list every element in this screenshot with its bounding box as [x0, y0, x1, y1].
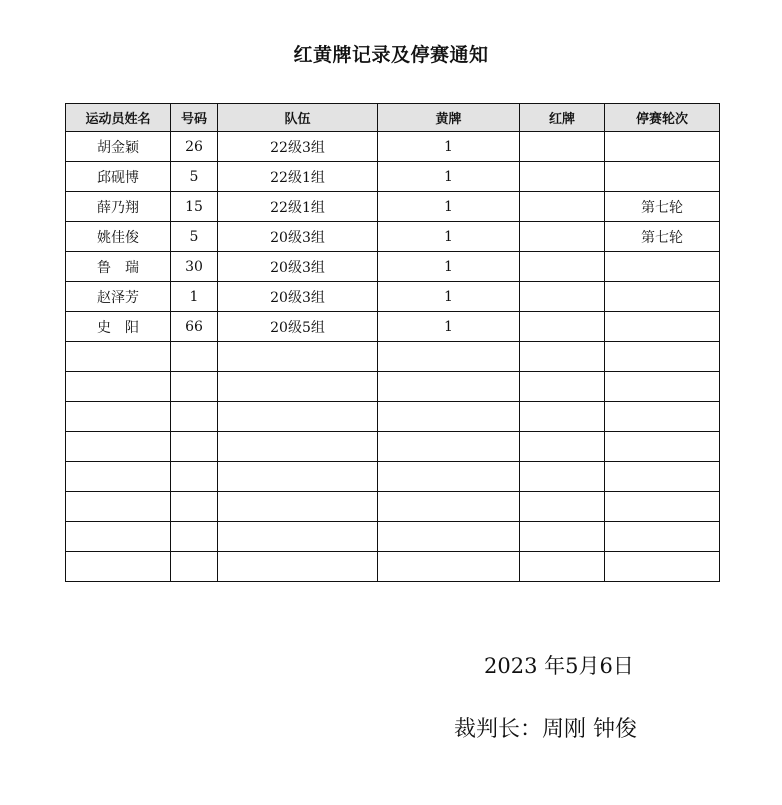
table-row	[66, 282, 720, 312]
cell-team	[218, 432, 378, 462]
referee-signature: 裁判长：周刚 钟俊	[454, 717, 637, 742]
cell-yellow-card: 1	[378, 222, 520, 252]
table-row	[66, 252, 720, 282]
cell-suspension-round	[605, 132, 720, 162]
cell-red-card	[520, 432, 605, 462]
table-row	[66, 342, 720, 372]
cell-number	[171, 432, 218, 462]
footer-date: 2023 年5月6日	[484, 654, 634, 678]
table-row	[66, 312, 720, 342]
cell-athlete-name: 鲁 瑞	[66, 252, 171, 282]
cell-athlete-name: 胡金颖	[66, 132, 171, 162]
cell-red-card	[520, 462, 605, 492]
header-yellow-card: 黄牌	[378, 104, 520, 132]
cell-red-card	[520, 522, 605, 552]
cell-yellow-card: 1	[378, 132, 520, 162]
header-red-card: 红牌	[520, 104, 605, 132]
cell-suspension-round: 第七轮	[605, 192, 720, 222]
cell-number	[171, 522, 218, 552]
cell-red-card	[520, 312, 605, 342]
cell-suspension-round	[605, 432, 720, 462]
cell-number: 26	[171, 132, 218, 162]
cell-suspension-round	[605, 342, 720, 372]
cell-yellow-card	[378, 402, 520, 432]
cell-number: 15	[171, 192, 218, 222]
table-row	[66, 492, 720, 522]
cell-team: 22级1组	[218, 162, 378, 192]
cell-red-card	[520, 222, 605, 252]
cell-number: 5	[171, 162, 218, 192]
cell-number: 66	[171, 312, 218, 342]
table-row	[66, 402, 720, 432]
table-row	[66, 222, 720, 252]
table-header-row	[66, 104, 720, 132]
cell-suspension-round	[605, 462, 720, 492]
cell-team: 20级3组	[218, 252, 378, 282]
cell-suspension-round	[605, 372, 720, 402]
cell-number: 30	[171, 252, 218, 282]
cell-team	[218, 492, 378, 522]
cell-number	[171, 552, 218, 582]
cell-red-card	[520, 492, 605, 522]
cell-yellow-card	[378, 432, 520, 462]
table-row	[66, 462, 720, 492]
table-row	[66, 132, 720, 162]
table-row	[66, 192, 720, 222]
cell-yellow-card	[378, 522, 520, 552]
cell-red-card	[520, 192, 605, 222]
cell-athlete-name: 赵泽芳	[66, 282, 171, 312]
cell-yellow-card: 1	[378, 252, 520, 282]
cell-red-card	[520, 372, 605, 402]
cell-athlete-name	[66, 552, 171, 582]
cell-athlete-name: 薛乃翔	[66, 192, 171, 222]
cell-athlete-name	[66, 522, 171, 552]
cell-yellow-card: 1	[378, 282, 520, 312]
cell-red-card	[520, 342, 605, 372]
cell-suspension-round	[605, 162, 720, 192]
cell-red-card	[520, 132, 605, 162]
cell-athlete-name: 姚佳俊	[66, 222, 171, 252]
table-row	[66, 432, 720, 462]
cell-number	[171, 462, 218, 492]
cell-red-card	[520, 402, 605, 432]
cell-number	[171, 372, 218, 402]
cell-team	[218, 372, 378, 402]
cell-red-card	[520, 282, 605, 312]
header-athlete-name: 运动员姓名	[66, 104, 171, 132]
cell-athlete-name	[66, 402, 171, 432]
cell-number: 1	[171, 282, 218, 312]
cell-athlete-name: 邱砚博	[66, 162, 171, 192]
cell-team: 22级3组	[218, 132, 378, 162]
cell-suspension-round	[605, 282, 720, 312]
cell-team: 20级5组	[218, 312, 378, 342]
header-number: 号码	[171, 104, 218, 132]
cell-yellow-card	[378, 342, 520, 372]
table-row	[66, 162, 720, 192]
cell-red-card	[520, 162, 605, 192]
cell-yellow-card	[378, 552, 520, 582]
cell-suspension-round	[605, 552, 720, 582]
cell-yellow-card	[378, 492, 520, 522]
cell-team: 20级3组	[218, 282, 378, 312]
cell-number: 5	[171, 222, 218, 252]
cell-team: 20级3组	[218, 222, 378, 252]
cell-yellow-card: 1	[378, 192, 520, 222]
table-row	[66, 372, 720, 402]
cell-team	[218, 462, 378, 492]
cell-red-card	[520, 552, 605, 582]
cell-suspension-round	[605, 492, 720, 522]
cell-team	[218, 552, 378, 582]
cell-suspension-round	[605, 312, 720, 342]
cell-athlete-name: 史 阳	[66, 312, 171, 342]
cell-team	[218, 342, 378, 372]
cell-red-card	[520, 252, 605, 282]
cell-athlete-name	[66, 372, 171, 402]
table-row	[66, 552, 720, 582]
cell-yellow-card: 1	[378, 162, 520, 192]
cell-yellow-card: 1	[378, 312, 520, 342]
cell-team: 22级1组	[218, 192, 378, 222]
cell-yellow-card	[378, 372, 520, 402]
cell-yellow-card	[378, 462, 520, 492]
cell-suspension-round: 第七轮	[605, 222, 720, 252]
table-row	[66, 522, 720, 552]
cell-number	[171, 342, 218, 372]
table-body	[66, 132, 720, 582]
card-record-table	[65, 103, 720, 582]
cell-number	[171, 492, 218, 522]
cell-athlete-name	[66, 492, 171, 522]
cell-athlete-name	[66, 462, 171, 492]
cell-suspension-round	[605, 402, 720, 432]
cell-suspension-round	[605, 522, 720, 552]
header-suspension-round: 停赛轮次	[605, 104, 720, 132]
document-title: 红黄牌记录及停赛通知	[293, 44, 489, 66]
cell-athlete-name	[66, 342, 171, 372]
header-team: 队伍	[218, 104, 378, 132]
cell-athlete-name	[66, 432, 171, 462]
cell-team	[218, 522, 378, 552]
cell-number	[171, 402, 218, 432]
cell-suspension-round	[605, 252, 720, 282]
cell-team	[218, 402, 378, 432]
